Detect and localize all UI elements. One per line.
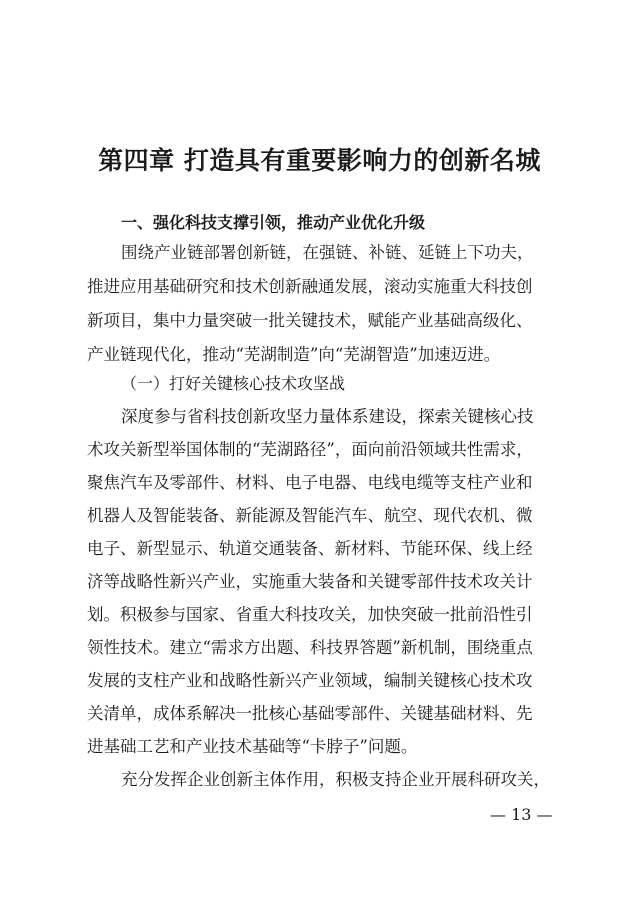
paragraph-line: 发展的支柱产业和战略性新兴产业领域，编制关键核心技术攻 bbox=[87, 671, 533, 690]
paragraph-line: 充分发挥企业创新主体作用，积极支持企业开展科研攻关， bbox=[121, 770, 550, 789]
section-heading: 一、强化科技支撑引领，推动产业优化升级 bbox=[121, 213, 426, 232]
paragraph-line: 术攻关新型举国体制的“芜湖路径”，面向前沿领域共性需求， bbox=[87, 440, 533, 459]
paragraph-line: 电子、新型显示、轨道交通装备、新材料、节能环保、线上经 bbox=[87, 539, 533, 558]
paragraph-line: 聚焦汽车及零部件、材料、电子电器、电线电缆等支柱产业和 bbox=[87, 473, 533, 492]
paragraph-line: 推进应用基础研究和技术创新融通发展，滚动实施重大科技创 bbox=[87, 277, 533, 296]
paragraph-line: 机器人及智能装备、新能源及智能汽车、航空、现代农机、微 bbox=[87, 506, 533, 525]
paragraph-line: 深度参与省科技创新攻坚力量体系建设，探索关键核心技 bbox=[121, 407, 534, 426]
paragraph-line: 划。积极参与国家、省重大科技攻关，加快突破一批前沿性引 bbox=[87, 605, 533, 624]
paragraph-line: 围绕产业链部署创新链，在强链、补链、延链上下功夫， bbox=[121, 243, 534, 262]
subsection-heading: （一）打好关键核心技术攻坚战 bbox=[121, 374, 346, 393]
page-number: — 13 — bbox=[490, 805, 553, 824]
paragraph-line: 关清单，成体系解决一批核心基础零部件、关键基础材料、先 bbox=[87, 704, 533, 723]
paragraph-line: 产业链现代化，推动“芜湖制造”向“芜湖智造”加速迈进。 bbox=[87, 345, 501, 364]
paragraph-line: 领性技术。建立“需求方出题、科技界答题”新机制，围绕重点 bbox=[87, 638, 533, 657]
chapter-title: 第四章 打造具有重要影响力的创新名城 bbox=[98, 146, 541, 175]
paragraph-line: 新项目，集中力量突破一批关键技术，赋能产业基础高级化、 bbox=[87, 311, 533, 330]
paragraph-line: 济等战略性新兴产业，实施重大装备和关键零部件技术攻关计 bbox=[87, 572, 533, 591]
paragraph-line: 进基础工艺和产业技术基础等“卡脖子”问题。 bbox=[87, 737, 418, 756]
